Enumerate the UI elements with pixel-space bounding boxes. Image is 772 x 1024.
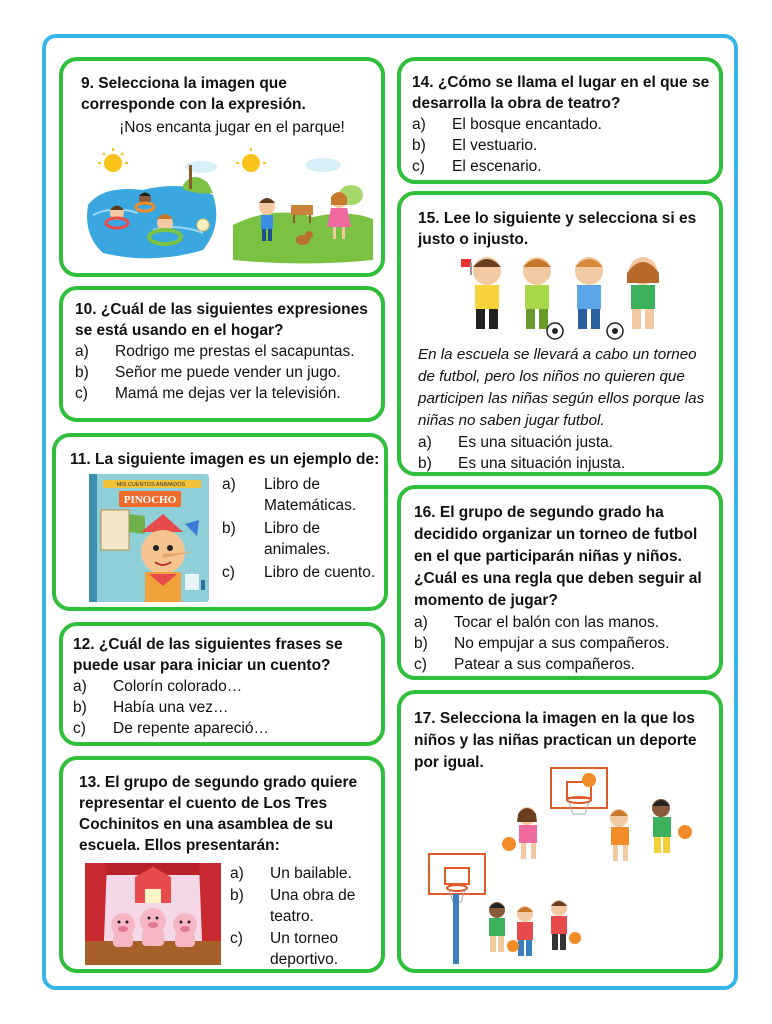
image-boys-basketball-only[interactable] — [425, 850, 595, 968]
question-10-card — [59, 286, 385, 422]
question-14-option-a[interactable]: a) El bosque encantado. — [412, 116, 602, 133]
question-9-title: 9. Selecciona la imagen que corresponde con la expresión. — [81, 75, 306, 113]
question-9-expression: ¡Nos encanta jugar en el parque! — [119, 119, 345, 136]
question-12-option-c[interactable]: c) De repente apareció… — [73, 720, 269, 737]
question-14-title: 14. ¿Cómo se llama el lugar en el que se desarrolla la obra de teatro? — [412, 74, 710, 112]
pinocho-book-series: MIS CUENTOS ANIMADOS — [116, 482, 186, 488]
question-14-card — [397, 57, 723, 184]
image-pinocho-book[interactable] — [89, 474, 211, 604]
question-15-card — [397, 191, 723, 476]
question-13-option-c[interactable]: c) Un torneo deportivo. — [230, 930, 339, 968]
question-13-option-a[interactable]: a) Un bailable. — [230, 865, 352, 882]
question-11-title: 11. La siguiente imagen es un ejemplo de: — [70, 451, 380, 468]
question-15-option-b[interactable]: b) Es una situación injusta. — [418, 455, 626, 472]
question-13-option-b[interactable]: b) Una obra de teatro. — [230, 887, 356, 925]
question-16-option-b[interactable]: b) No empujar a sus compañeros. — [414, 635, 670, 652]
image-kids-soccer — [459, 251, 669, 341]
question-10-option-c[interactable]: c) Mamá me dejas ver la televisión. — [75, 385, 341, 402]
question-16-option-c[interactable]: c) Patear a sus compañeros. — [414, 656, 635, 673]
question-10-option-a[interactable]: a) Rodrigo me prestas el sacapuntas. — [75, 343, 355, 360]
question-16-option-a[interactable]: a) Tocar el balón con las manos. — [414, 614, 660, 631]
question-15-title: 15. Lee lo siguiente y selecciona si es justo o injusto. — [418, 210, 697, 248]
question-13-title: 13. El grupo de segundo grado quiere representar el cuento de Los Tres Cochinitos en una asamblea de su escuela. Ellos presentarán: — [79, 774, 358, 854]
question-12-title: 12. ¿Cuál de las siguientes frases se puede usar para iniciar un cuento? — [73, 636, 343, 674]
pinocho-book-title: PINOCHO — [123, 494, 177, 506]
question-12-option-a[interactable]: a) Colorín colorado… — [73, 678, 243, 695]
question-16-title: 16. El grupo de segundo grado ha decidido organizar un torneo de futbol en el que participarán niñas y niños. ¿Cuál es una regla que deben seguir al momento de jugar? — [414, 504, 702, 609]
question-10-option-b[interactable]: b) Señor me puede vender un jugo. — [75, 364, 341, 381]
question-15-option-a[interactable]: a) Es una situación justa. — [418, 434, 614, 451]
question-12-option-b[interactable]: b) Había una vez… — [73, 699, 229, 716]
question-17-title: 17. Selecciona la imagen en la que los niños y las niñas practican un deporte por igual. — [414, 710, 697, 771]
question-11-option-b[interactable]: b) Libro de animales. — [222, 520, 331, 558]
question-11-option-a[interactable]: a) Libro de Matemáticas. — [222, 476, 357, 514]
image-kids-in-park[interactable] — [233, 145, 373, 265]
question-14-option-c[interactable]: c) El escenario. — [412, 158, 542, 175]
question-10-title: 10. ¿Cuál de las siguientes expresiones se está usando en el hogar? — [75, 301, 368, 339]
image-kids-swimming[interactable] — [83, 145, 223, 265]
question-13-card — [59, 756, 385, 973]
question-16-card — [397, 485, 723, 680]
question-11-option-c[interactable]: c) Libro de cuento. — [222, 564, 376, 581]
question-11-card — [52, 433, 388, 611]
question-17-card — [397, 690, 723, 973]
question-14-option-b[interactable]: b) El vestuario. — [412, 137, 538, 154]
question-12-card — [59, 622, 385, 746]
question-15-passage: En la escuela se llevará a cabo un torneo de futbol, pero los niños no quieren que participen las niñas según ellos porque las niñas no saben jugar futbol. — [418, 346, 705, 429]
image-three-pigs-play[interactable] — [85, 863, 221, 965]
question-9-card — [59, 57, 385, 277]
